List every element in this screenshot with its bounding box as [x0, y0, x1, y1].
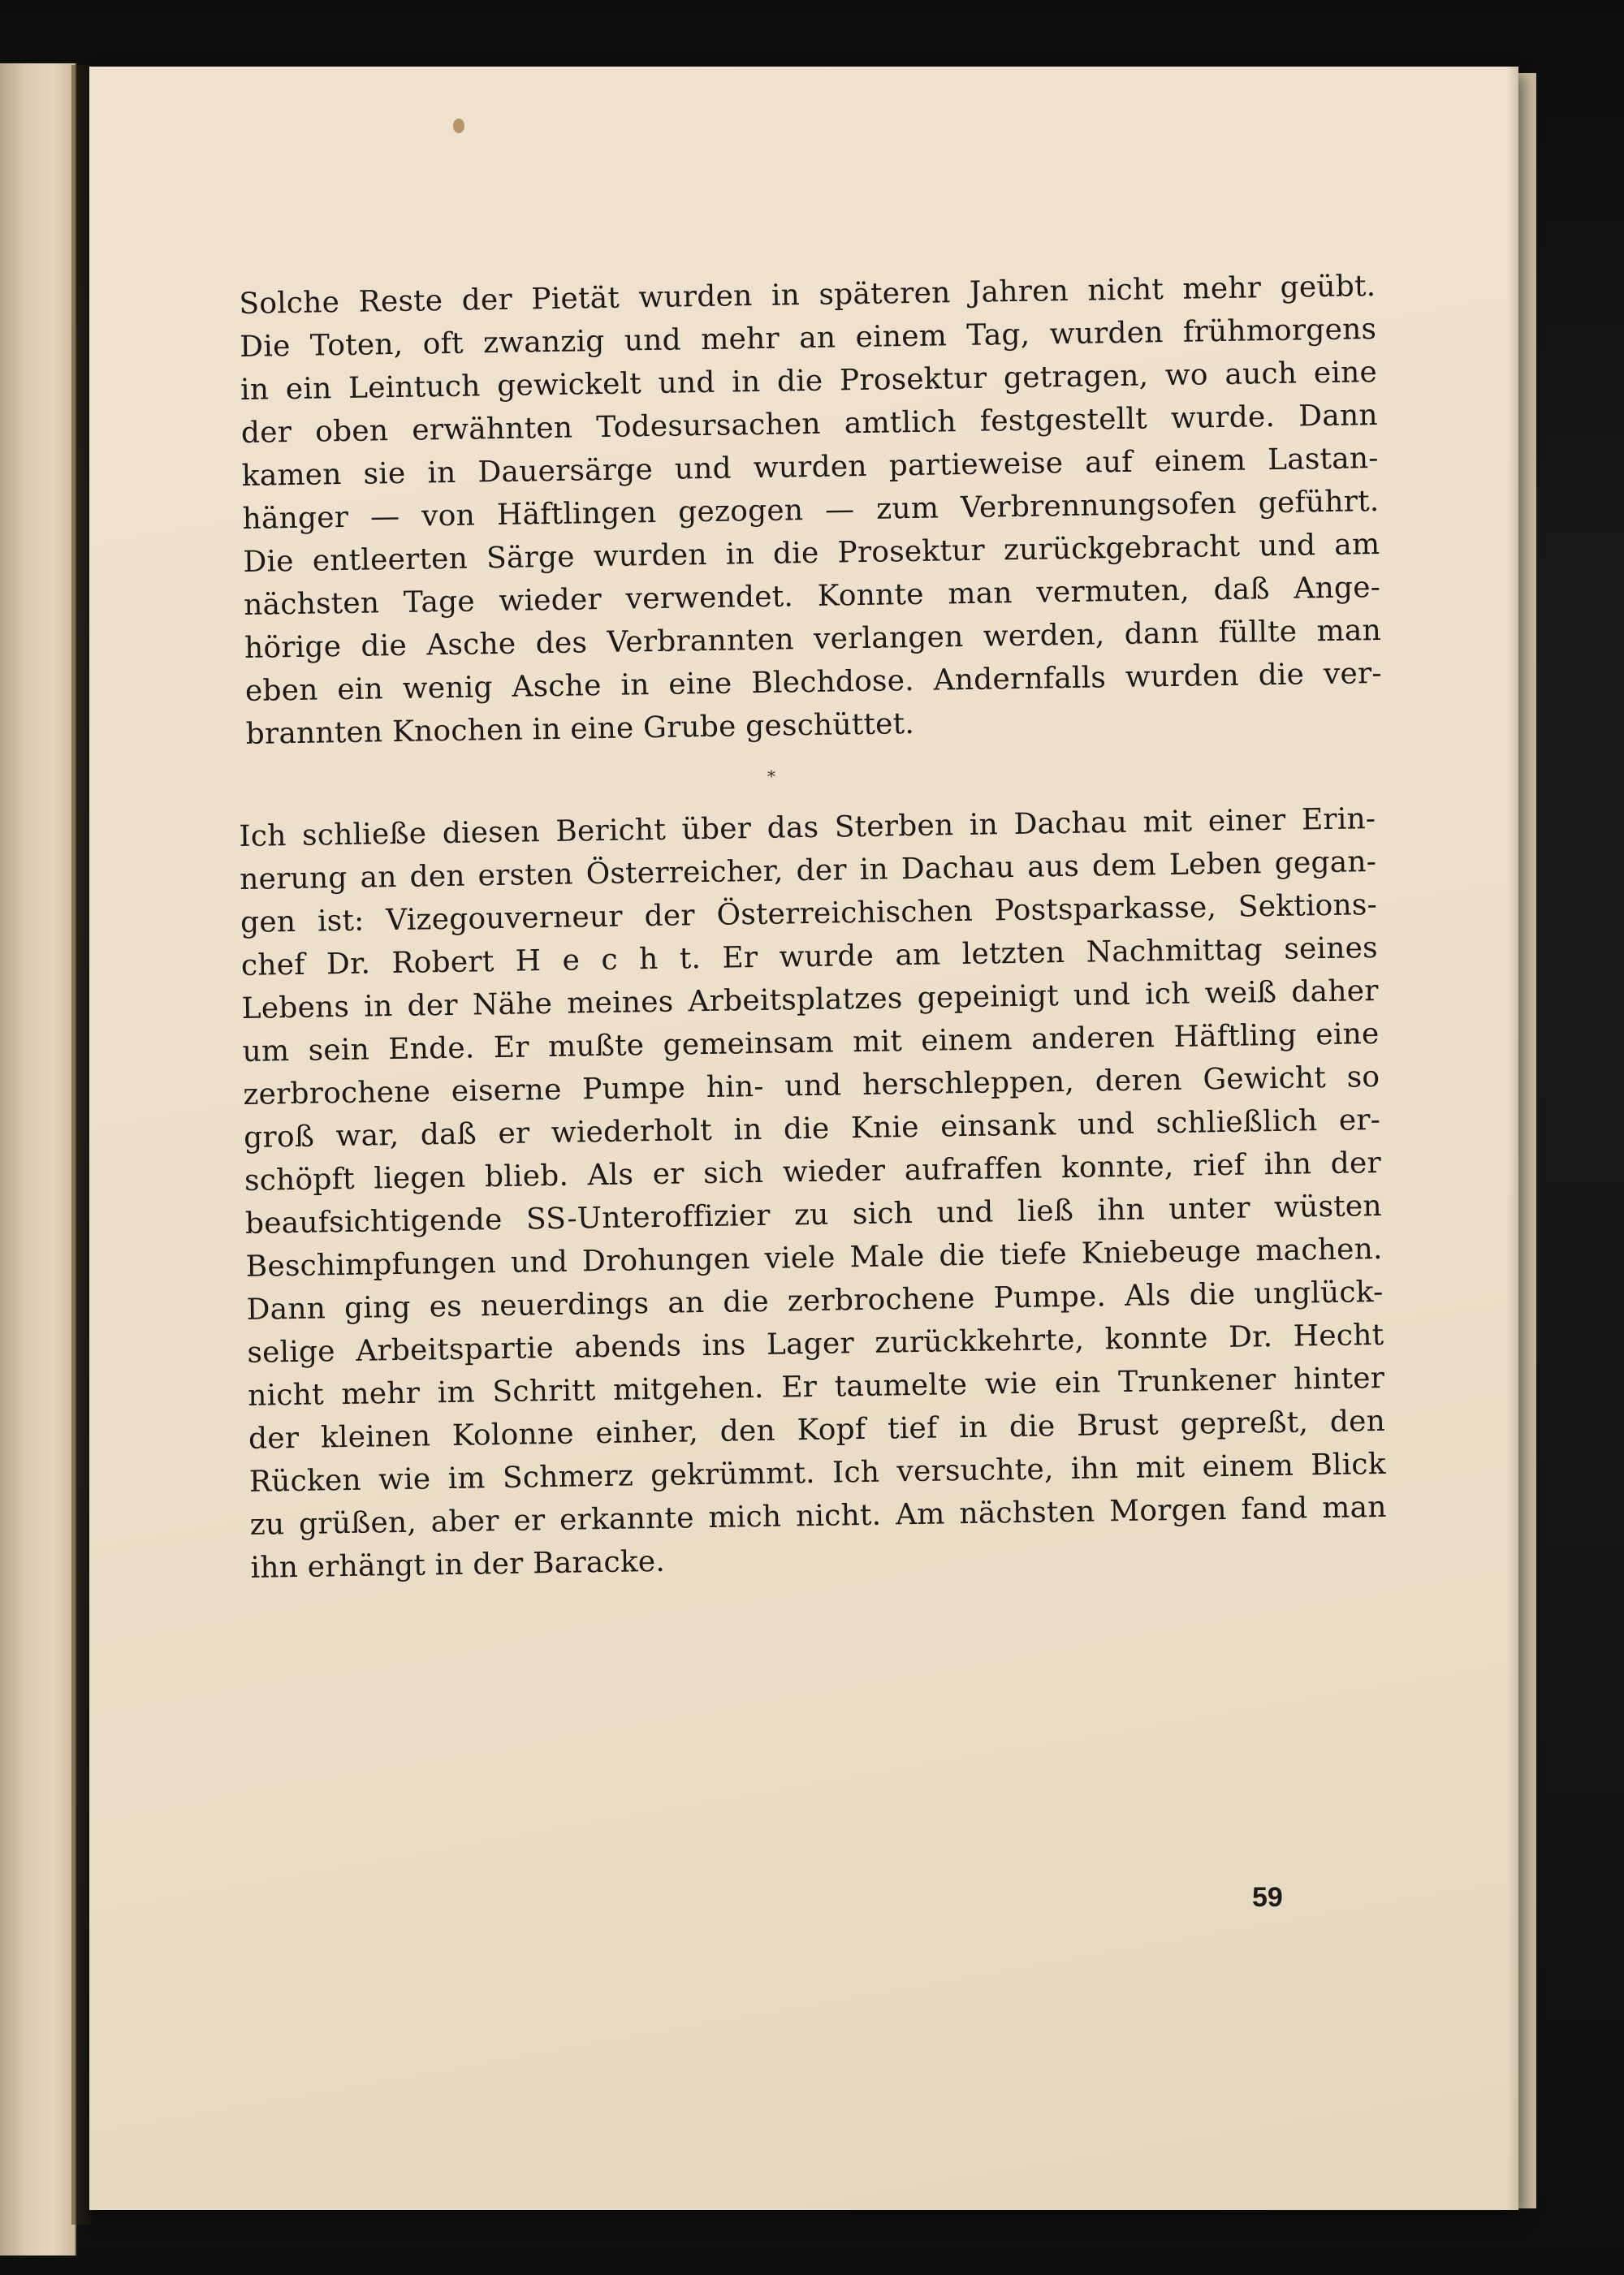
text-line: zerbrochene eiserne Pumpe hin- und herschleppen, deren Gewicht so	[243, 1060, 1380, 1112]
text-line: zu grüßen, aber er erkannte mich nicht. Am nächsten Morgen fand man	[249, 1490, 1387, 1542]
text-line: Beschimpfungen und Drohungen viele Male die tiefe Kniebeuge machen.	[245, 1232, 1383, 1284]
text-line: hörige die Asche des Verbrannten verlangen werden, dann füllte man	[244, 613, 1382, 665]
text-line: chef Dr. Robert H e c h t. Er wurde am letzten Nachmittag seines	[240, 930, 1379, 982]
paper-speck	[453, 119, 464, 133]
text-line: Lebens in der Nähe meines Arbeitsplatzes gepeinigt und ich weiß daher	[241, 973, 1379, 1025]
left-page-edge	[0, 63, 76, 2256]
text-line: brannten Knochen in eine Grube geschüttet.	[245, 707, 915, 751]
paragraph-1	[239, 265, 1383, 756]
text-line: nerung an den ersten Österreicher, der in Dachau aus dem Leben gegan-	[239, 845, 1377, 896]
text-line: nicht mehr im Schritt mitgehen. Er taumelte wie ein Trunkener hinter	[247, 1361, 1385, 1413]
text-line: hänger — von Häftlingen gezogen — zum Verbrennungsofen geführt.	[242, 484, 1380, 536]
text-line: Rücken wie im Schmerz gekrümmt. Ich versuchte, ihn mit einem Blick	[248, 1447, 1387, 1499]
text-line: der kleinen Kolonne einher, den Kopf tief in die Brust gepreßt, den	[248, 1404, 1386, 1456]
text-line: kamen sie in Dauersärge und wurden partieweise auf einem Lastan-	[241, 441, 1379, 493]
section-separator: *	[767, 766, 775, 786]
text-line: Die Toten, oft zwanzig und mehr an einem Tag, wurden frühmorgens	[239, 313, 1377, 364]
page-number: 59	[1252, 1882, 1283, 1913]
text-line: Die entleerten Särge wurden in die Prosektur zurückgebracht und am	[243, 527, 1380, 579]
text-line: Ich schließe diesen Bericht über das Sterben in Dachau mit einer Erin-	[239, 802, 1376, 853]
text-line: Solche Reste der Pietät wurden in späteren Jahren nicht mehr geübt.	[239, 270, 1376, 321]
text-line: nächsten Tage wieder verwendet. Konnte man vermuten, daß Ange-	[243, 570, 1381, 622]
text-line: der oben erwähnten Todesursachen amtlich festgestellt wurde. Dann	[240, 398, 1379, 450]
text-line: Dann ging es neuerdings an die zerbrochene Pumpe. Als die unglück-	[246, 1275, 1384, 1327]
text-line: in ein Leintuch gewickelt und in die Prosektur getragen, wo auch eine	[240, 355, 1378, 407]
text-line: ihn erhängt in der Baracke.	[250, 1544, 666, 1585]
text-line: beaufsichtigende SS-Unteroffizier zu sich und ließ ihn unter wüsten	[244, 1189, 1383, 1241]
text-line: schöpft liegen blieb. Als er sich wieder aufraffen konnte, rief ihn der	[244, 1146, 1382, 1198]
text-line: groß war, daß er wiederholt in die Knie einsank und schließlich er-	[243, 1103, 1381, 1155]
text-line: selige Arbeitspartie abends ins Lager zurückkehrte, konnte Dr. Hecht	[247, 1318, 1384, 1370]
book-page	[89, 67, 1518, 2210]
text-line: gen ist: Vizegouverneur der Österreichischen Postsparkasse, Sektions-	[240, 887, 1378, 939]
right-page-edge	[1517, 73, 1536, 2208]
text-line: eben ein wenig Asche in eine Blechdose. Andernfalls wurden die ver-	[244, 656, 1383, 708]
paragraph-2	[239, 797, 1388, 1590]
text-line: um sein Ende. Er mußte gemeinsam mit einem anderen Häftling eine	[242, 1017, 1380, 1068]
